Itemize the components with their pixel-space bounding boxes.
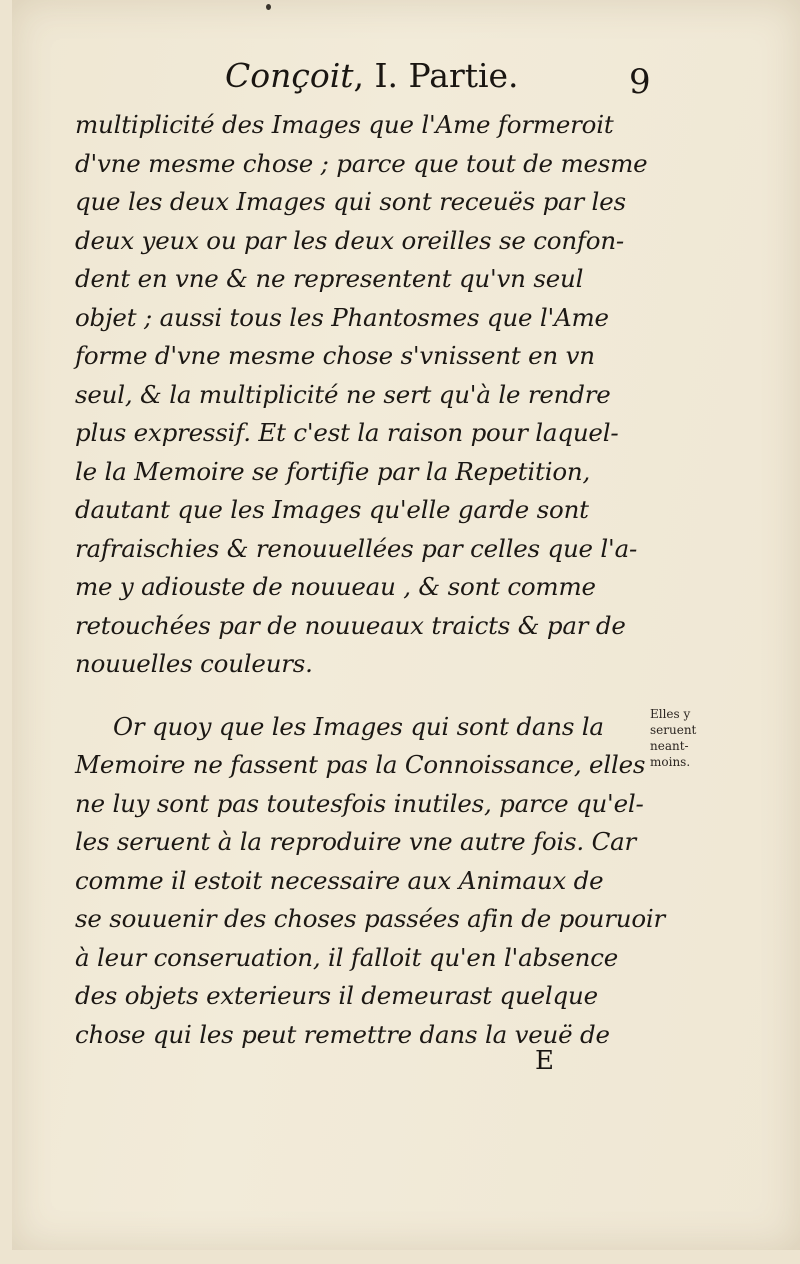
catchword-signature: E [535,1046,554,1076]
text-line: comme il estoit necessaire aux Animaux de [75,865,604,895]
running-title-rest: , I. Partie. [353,56,519,95]
text-line: plus expressif. Et c'est la raison pour laquel- [75,418,619,447]
book-page [12,0,800,1250]
page-number: 9 [629,62,651,102]
ink-speck [266,4,271,10]
text-line: rafraischies & renouuellées par celles que l'a- [75,533,638,563]
text-line: seul, & la multiplicité ne sert qu'à le rendre [75,379,611,409]
text-line: objet ; aussi tous les Phantosmes que l'Ame [75,302,609,332]
text-line: dautant que les Images qu'elle garde sont [75,495,589,524]
text-line: le la Memoire se fortifie par la Repetition, [75,456,591,486]
page-header [12,56,800,106]
paragraph-gap [75,684,655,708]
text-line: multiplicité des Images que l'Ame formeroit [75,110,614,139]
text-line: à leur conseruation, il falloit qu'en l'absence [75,942,619,972]
text-line: se souuenir des choses passées afin de pouruoir [75,904,666,933]
margin-note-line: moins. [650,755,691,769]
text-line: Memoire ne fassent pas la Connoissance, elles [75,750,646,779]
margin-note-line: seruent [650,723,697,737]
text-line: des objets exterieurs il demeurast quelque [75,981,598,1010]
text-line: forme d'vne mesme chose s'vnissent en vn [75,341,595,370]
text-line: chose qui les peut remettre dans la veuë de [75,1019,610,1049]
text-line: retouchées par de nouueaux traicts & par de [75,610,626,640]
margin-note [650,706,720,770]
text-line: que les deux Images qui sont receuës par les [75,187,626,216]
margin-note-line: Elles y [650,707,691,721]
margin-note-line: neant- [650,739,689,753]
text-line: nouuelles couleurs. [75,649,313,678]
text-line: deux yeux ou par les deux oreilles se confon- [75,225,624,255]
text-line: dent en vne & ne representent qu'vn seul [75,264,584,293]
paragraph-1 [75,106,655,684]
running-title-italic: Conçoit [225,56,354,95]
paragraph-2 [75,708,666,1055]
text-line: Or quoy que les Images qui sont dans la [113,711,604,741]
text-line: ne luy sont pas toutesfois inutiles, parce qu'el- [75,788,644,818]
text-line: d'vne mesme chose ; parce que tout de mesme [75,148,648,178]
text-line: les seruent à la reproduire vne autre fois. Car [75,827,637,856]
body-text [75,106,666,1054]
text-line: me y adiouste de nouueau , & sont comme [75,572,596,601]
running-title [225,56,519,96]
